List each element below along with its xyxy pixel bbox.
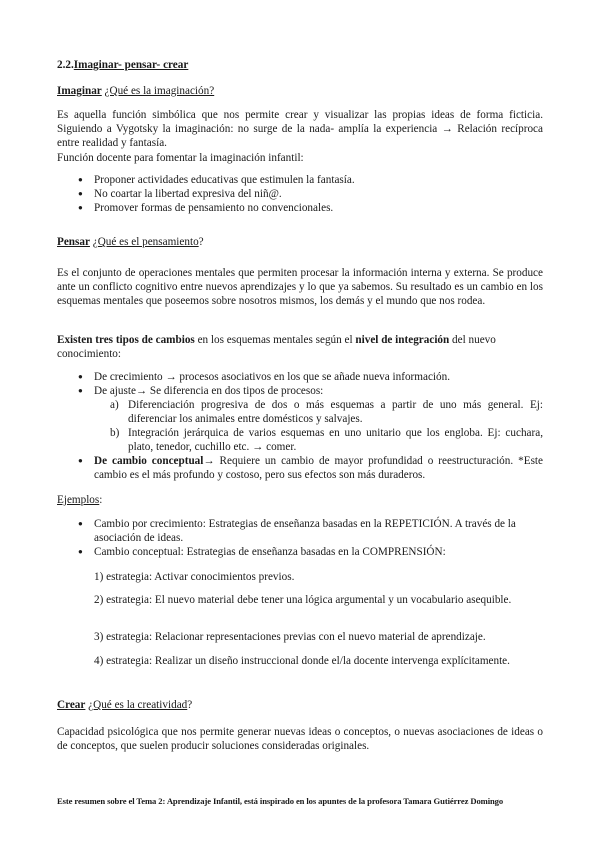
pensar-change-list xyxy=(57,370,543,482)
change-conceptual-bold: De cambio conceptual→ xyxy=(94,455,215,467)
sub-item-a xyxy=(110,398,543,426)
sub-item-b xyxy=(110,426,543,454)
section-title xyxy=(57,58,543,72)
sub-b-label: b) xyxy=(110,427,120,439)
pensar-question-mark: ? xyxy=(198,236,204,248)
adjust-sublist xyxy=(110,398,543,454)
footer-note: Este resumen sobre el Tema 2: Aprendizaje Infantil, está inspirado en los apuntes de la profesora Tamara Gutiérrez Domingo xyxy=(57,796,504,806)
pensar-label: Pensar xyxy=(57,236,90,248)
list-item: ● Cambio por crecimiento: Estrategias de enseñanza basadas en la REPETICIÓN. A través de la asociación de ideas. xyxy=(57,517,543,545)
sub-b-text: Integración jerárquica de varios esquemas en uno unitario que los engloba. Ej: cuchara, plato, tenedor, cuchillo etc. → comer. xyxy=(128,427,543,453)
ejemplos-label: Ejemplos xyxy=(57,494,100,506)
change-growth: ● De crecimiento → procesos asociativos en los que se añade nueva información. xyxy=(57,370,543,384)
list-item: ● Cambio conceptual: Estrategias de enseñanza basadas en la COMPRENSIÓN: xyxy=(57,545,543,559)
pensar-question: ¿Qué es el pensamiento xyxy=(92,236,199,248)
types-mid: en los esquemas mentales según el xyxy=(194,334,356,346)
types-end: del nuevo conocimiento: xyxy=(57,334,496,360)
imaginar-heading xyxy=(57,84,543,98)
imaginar-paragraph: Es aquella función simbólica que nos permite crear y visualizar las propias ideas de forma ficticia. Siguiendo a Vygotsky la imaginación: no surge de la nada- amplía la experiencia → Relación recíproca entre realidad y fantasía. xyxy=(57,109,543,149)
pensar-types-intro xyxy=(57,333,543,361)
ejemplos-colon: : xyxy=(99,494,103,506)
strategy-3: 3) estrategia: Relacionar representaciones previas con el nuevo material de aprendizaje. xyxy=(94,631,486,643)
section-title-text: Imaginar- pensar- crear xyxy=(73,59,189,71)
sub-a-text: Diferenciación progresiva de dos o más esquemas a partir de uno más general. Ej: diferenciar los animales entre domésticos y salvajes. xyxy=(128,399,543,425)
change-adjust-text: De ajuste→ Se diferencia en dos tipos de procesos: xyxy=(94,385,324,397)
change-conceptual xyxy=(57,454,543,482)
list-item: ● No coartar la libertad expresiva del niñ@. xyxy=(57,187,543,201)
list-item: ● Proponer actividades educativas que estimulen la fantasía. xyxy=(57,173,543,187)
strategy-1: 1) estrategia: Activar conocimientos previos. xyxy=(94,571,295,583)
crear-question-mark: ? xyxy=(187,699,193,711)
crear-paragraph: Capacidad psicológica que nos permite generar nuevas ideas o conceptos, o nuevas asociaciones de ideas o de conceptos, que suelen producir soluciones consideradas originales. xyxy=(57,726,543,752)
crear-heading xyxy=(57,698,543,712)
change-conceptual-text: Requiere un cambio de mayor profundidad o reestructuración. *Este cambio es el más profundo y costoso, pero sus efectos son más duraderos. xyxy=(94,455,543,481)
imaginar-question: ¿Qué es la imaginación? xyxy=(104,85,215,97)
pensar-paragraph: Es el conjunto de operaciones mentales que permiten procesar la información interna y externa. Se produce ante un conflicto cognitivo entre nuevos aprendizajes y lo que ya sabemos. Su resultado es un cambio en los esquemas mentales que poseemos sobre nosotros mismos, los demás y el mundo que nos rodea. xyxy=(57,267,543,307)
ejemplos-heading xyxy=(57,493,543,507)
imaginar-label: Imaginar xyxy=(57,85,102,97)
types-bold-2: nivel de integración xyxy=(355,334,450,346)
strategy-4: 4) estrategia: Realizar un diseño instruccional donde el/la docente intervenga explícitamente. xyxy=(94,655,510,667)
change-adjust xyxy=(57,384,543,454)
imaginar-intro: Función docente para fomentar la imaginación infantil: xyxy=(57,152,304,164)
sub-a-label: a) xyxy=(110,399,119,411)
crear-label: Crear xyxy=(57,699,86,711)
section-number: 2.2. xyxy=(57,59,74,71)
pensar-heading xyxy=(57,235,543,249)
list-item: ● Promover formas de pensamiento no convencionales. xyxy=(57,201,543,215)
imaginar-bullets xyxy=(57,173,543,215)
strategy-2: 2) estrategia: El nuevo material debe tener una lógica argumental y un vocabulario asequible. xyxy=(94,594,512,606)
crear-question: ¿Qué es la creatividad xyxy=(88,699,188,711)
types-bold: Existen tres tipos de cambios xyxy=(57,334,195,346)
ejemplos-bullets xyxy=(57,517,543,559)
